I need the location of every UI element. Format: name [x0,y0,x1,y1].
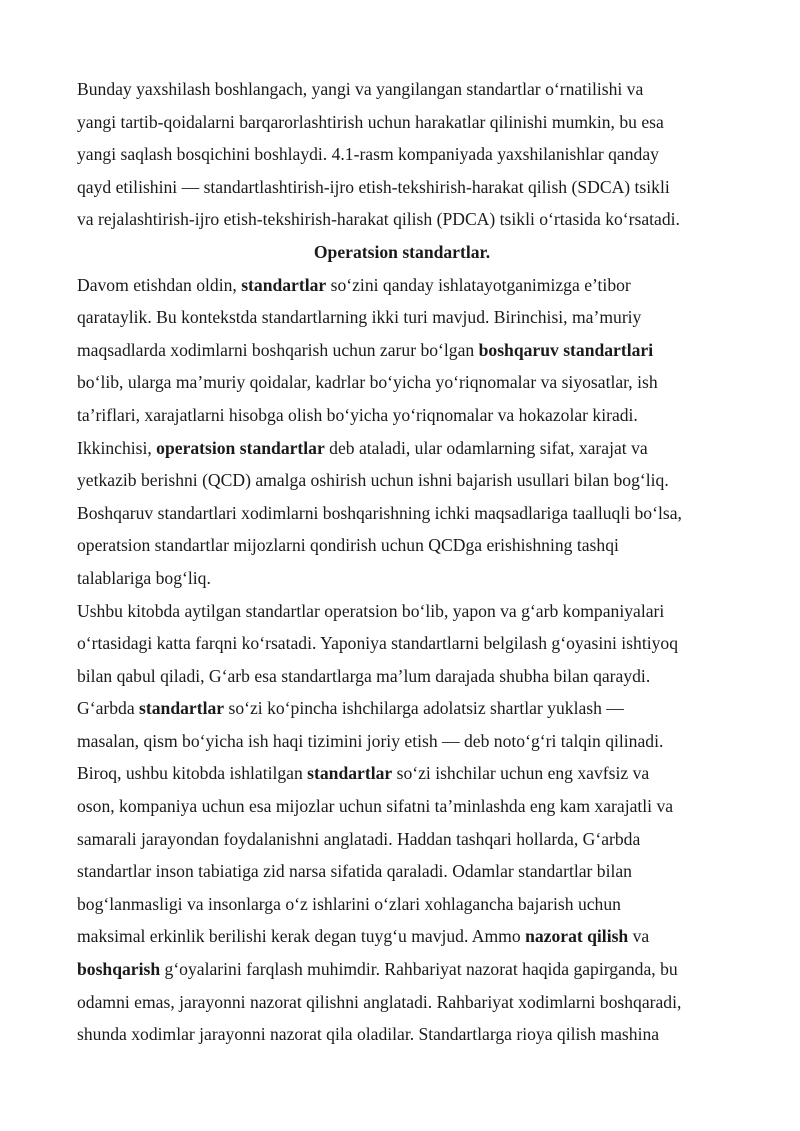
text-run: Ikkinchisi, [77,437,157,458]
text-line [77,692,727,725]
bold-term: boshqarish [77,959,161,980]
text-line: oʻrtasidagi katta farqni koʻrsatadi. Yaponiya standartlarni belgilash gʻoyasini ishtiyoq [77,633,678,654]
text-line: bogʻlanmasligi va insonlarga oʻz ishlarini oʻzlari xohlagancha bajarish uchun [77,893,621,914]
text-run: Davom etishdan oldin, [77,274,242,295]
text-line [77,269,727,302]
text-line: yetkazib berishni (QCD) amalga oshirish uchun ishni bajarish usullari bilan bogʻliq. [77,470,669,491]
section-heading: Operatsion standartlar. [313,241,491,262]
text-line [77,432,727,465]
bold-term: nazorat qilish [525,926,629,947]
text-line: boʻlib, ularga ma’muriy qoidalar, kadrlar boʻyicha yoʻriqnomalar va siyosatlar, ish [77,372,658,393]
text-line: shunda xodimlar jarayonni nazorat qila oladilar. Standartlarga rioya qilish mashina [77,1024,660,1045]
text-run: soʻzi koʻpincha ishchilarga adolatsiz shartlar yuklash — [224,698,624,719]
text-line [77,920,727,953]
text-run: Biroq, ushbu kitobda ishlatilgan [77,763,308,784]
text-run: deb ataladi, ular odamlarning sifat, xarajat va [324,437,648,458]
text-line: qarataylik. Bu kontekstda standartlarning ikki turi mavjud. Birinchisi, ma’muriy [77,307,642,328]
text-line: oson, kompaniya uchun esa mijozlar uchun sifatni ta’minlashda eng kam xarajatli va [77,796,674,817]
text-line: operatsion standartlar mijozlarni qondirish uchun QCDga erishishning tashqi [77,535,619,556]
text-line: samarali jarayondan foydalanishni anglatadi. Haddan tashqari hollarda, Gʻarbda [77,828,641,849]
text-run: soʻzi ishchilar uchun eng xavfsiz va [392,763,650,784]
text-run: maksimal erkinlik berilishi kerak degan tuygʻu mavjud. Ammo [77,926,526,947]
paragraph [77,595,727,1051]
text-line: va rejalashtirish-ijro etish-tekshirish-harakat qilish (PDCA) tsikli oʻrtasida koʻrsatadi. [77,209,680,230]
paragraph [77,73,727,236]
text-run: soʻzini qanday ishlatayotganimizga e’tibor [326,274,631,295]
text-line: standartlar inson tabiatiga zid narsa sifatida qaraladi. Odamlar standartlar bilan [77,861,632,882]
paragraph [77,269,727,595]
text-line: yangi tartib-qoidalarni barqarorlashtirish uchun harakatlar qilinishi mumkin, bu esa [77,111,664,132]
bold-term: boshqaruv standartlari [478,339,654,360]
text-line: Ushbu kitobda aytilgan standartlar operatsion boʻlib, yapon va gʻarb kompaniyalari [77,600,665,621]
text-line: yangi saqlash bosqichini boshlaydi. 4.1-rasm kompaniyada yaxshilanishlar qanday [77,144,659,165]
text-line: qayd etilishini — standartlashtirish-ijro etish-tekshirish-harakat qilish (SDCA) tsikli [77,176,670,197]
text-line [77,953,727,986]
text-run: gʻoyalarini farqlash muhimdir. Rahbariyat nazorat haqida gapirganda, bu [160,959,678,980]
text-line: Boshqaruv standartlari xodimlarni boshqarishning ichki maqsadlariga taalluqli boʻlsa, [77,502,682,523]
text-line [77,757,727,790]
text-run: Gʻarbda [77,698,140,719]
text-line: ta’riflari, xarajatlarni hisobga olish boʻyicha yoʻriqnomalar va hokazolar kiradi. [77,404,638,425]
text-line: bilan qabul qiladi, Gʻarb esa standartlarga ma’lum darajada shubha bilan qaraydi. [77,665,651,686]
bold-term: standartlar [307,763,393,784]
text-run: va [628,926,650,947]
bold-term: operatsion standartlar [156,437,325,458]
text-run: maqsadlarda xodimlarni boshqarish uchun zarur boʻlgan [77,339,479,360]
text-line: Bunday yaxshilash boshlangach, yangi va yangilangan standartlar oʻrnatilishi va [77,79,644,99]
text-line [77,334,727,367]
document-body [77,73,727,1051]
text-line: talablariga bogʻliq. [77,567,211,588]
bold-term: standartlar [139,698,225,719]
text-line: odamni emas, jarayonni nazorat qilishni anglatadi. Rahbariyat xodimlarni boshqaradi, [77,991,682,1012]
bold-term: standartlar [241,274,327,295]
text-line: masalan, qism boʻyicha ish haqi tizimini joriy etish — deb notoʻgʻri talqin qilinadi. [77,730,664,751]
